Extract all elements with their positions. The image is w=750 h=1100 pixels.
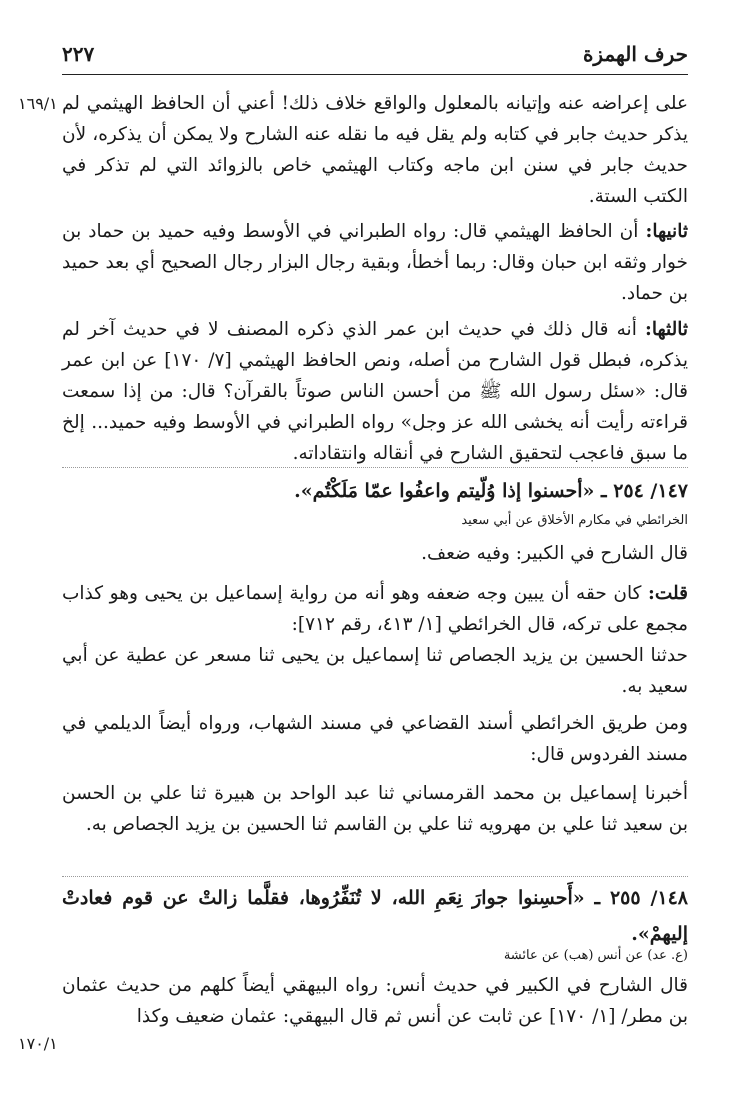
margin-reference-bottom: ١٧٠/١ — [18, 1034, 58, 1053]
hadith-147-source: الخرائطي في مكارم الأخلاق عن أبي سعيد — [461, 513, 688, 528]
point-label-third: ثالثها: — [645, 319, 688, 340]
paragraph-qultu — [62, 578, 688, 640]
paragraph-intro: على إعراضه عنه وإتيانه بالمعلول والواقع خلاف ذلك! أعني أن الحافظ الهيثمي لم يذكر حديث جابر في كتابه ولم يقل فيه ما نقله عنه الشارح ولا يمكن أن يذكره، لأن حديث جابر في سنن ابن ماجه وكتاب الهيثمي خاص بالزوائد التي لم تذكر في الكتب الستة. — [62, 93, 688, 207]
paragraph-isnad-kharaiti: حدثنا الحسين بن يزيد الجصاص ثنا إسماعيل بن يحيى ثنا مسعر عن عطية عن أبي سعيد به. — [62, 645, 688, 697]
point-text-second: أن الحافظ الهيثمي قال: رواه الطبراني في الأوسط وفيه حميد بن حماد بن خوار وثقه ابن حبان وقال: ربما أخطأ، وبقية رجال البزار رجال الصحيح أي بعد حميد بن حماد. — [62, 221, 688, 304]
hadith-147-text: ١٤٧/ ٢٥٤ ـ «أحسنوا إذا وُلّيتم واعفُوا عمّا مَلَكْتُم». — [294, 480, 688, 502]
paragraph-commentator-note: قال الشارح في الكبير: وفيه ضعف. — [421, 543, 688, 564]
qultu-label: قلت: — [648, 583, 688, 604]
paragraph-isnad-daylami: أخبرنا إسماعيل بن محمد القرمساني ثنا عبد الواحد بن هبيرة ثنا علي بن الحسن بن سعيد ثنا علي بن مهرويه ثنا علي بن القاسم ثنا الحسين بن يزيد الجصاص به. — [62, 783, 688, 835]
hadith-148-source: (ع. عد) عن أنس (هب) عن عائشة — [503, 948, 688, 963]
running-header — [62, 38, 688, 75]
separator-rule — [62, 467, 688, 468]
point-label-second: ثانيها: — [645, 221, 688, 242]
paragraph-qudai-daylami: ومن طريق الخرائطي أسند القضاعي في مسند الشهاب، ورواه أيضاً الديلمي في مسند الفردوس قال: — [62, 713, 688, 765]
qultu-text: كان حقه أن يبين وجه ضعفه وهو أنه من رواية إسماعيل بن يحيى وهو كذاب مجمع على تركه، قال الخرائطي [١/ ٤١٣، رقم ٧١٢]: — [62, 583, 688, 635]
page-number: ٢٢٧ — [62, 42, 95, 66]
paragraph-second-point — [62, 216, 688, 309]
hadith-148-text: ١٤٨/ ٢٥٥ ـ «أَحسِنوا جوارَ نِعَمِ الله، لا تُنَفِّرُوها، فقلَّما زالتْ عن قوم فعادتْ إليهمْ». — [62, 887, 689, 945]
separator-rule-2 — [62, 876, 688, 877]
paragraph-anas-report: قال الشارح في الكبير في حديث أنس: رواه البيهقي أيضاً كلهم من حديث عثمان بن مطر/ [١/ ١٧٠] عن ثابت عن أنس ثم قال البيهقي: عثمان ضعيف وكذا — [62, 975, 688, 1027]
paragraph-third-point — [62, 314, 688, 469]
chapter-title: حرف الهمزة — [582, 42, 688, 66]
margin-reference-top: ١٦٩/١ — [18, 94, 58, 113]
point-text-third: أنه قال ذلك في حديث ابن عمر الذي ذكره المصنف لا في حديث آخر لم يذكره، فبطل قول الشارح من أصله، ونص الحافظ الهيثمي [٧/ ١٧٠] عن ابن عمر قال: «سئل رسول الله ﷺ من أحسن الناس صوتاً بالقرآن؟ قال: من إذا سمعت قراءته رأيت أنه يخشى الله عز وجل» رواه الطبراني في الأوسط وفيه حميد... إلخ ما سبق فاعجب لتحقيق الشارح في أنقاله وانتقاداته. — [62, 319, 688, 464]
